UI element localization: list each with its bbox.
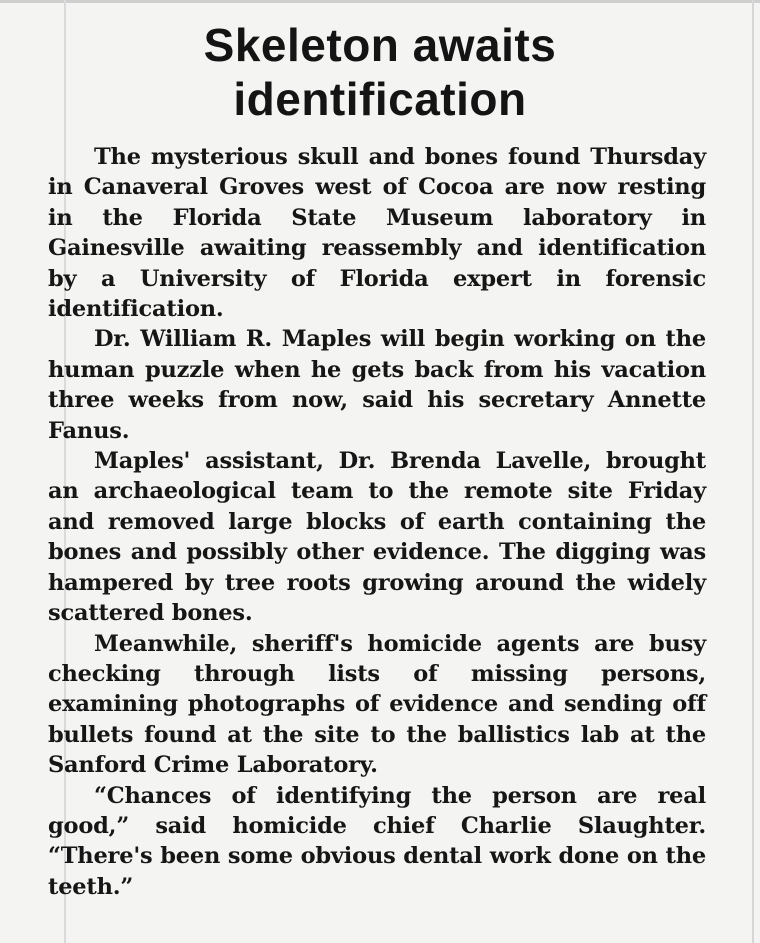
headline-line-2: identification: [233, 73, 527, 125]
top-column-rule: [0, 0, 760, 3]
paragraph-5: “Chances of identifying the person are real good,” said homicide chief Charlie Slaughter. “There's been some obvious dental work done on the teeth.”: [48, 782, 706, 900]
article-body: [48, 142, 706, 902]
paragraph-4: Meanwhile, sheriff's homicide agents are busy checking through lists of missing persons, examining photographs of evidence and sending off bullets found at the site to the ballistics lab at the Sanford Crime Laboratory.: [48, 630, 706, 779]
headline-line-1: Skeleton awaits: [203, 19, 557, 71]
headline: [0, 18, 760, 126]
paragraph-2: Dr. William R. Maples will begin working on the human puzzle when he gets back from his vacation three weeks from now, said his secretary Annette Fanus.: [48, 326, 706, 444]
paragraph-1: The mysterious skull and bones found Thursday in Canaveral Groves west of Cocoa are now resting in the Florida State Museum laboratory in Gainesville awaiting reassembly and identification by a University of Florida expert in forensic identification.: [48, 144, 706, 323]
paragraph-3: Maples' assistant, Dr. Brenda Lavelle, brought an archaeological team to the remote site Friday and removed large blocks of earth containing the bones and possibly other evidence. The digging was hampered by tree roots growing around the widely scattered bones.: [48, 448, 706, 627]
right-column-rule: [752, 0, 754, 943]
